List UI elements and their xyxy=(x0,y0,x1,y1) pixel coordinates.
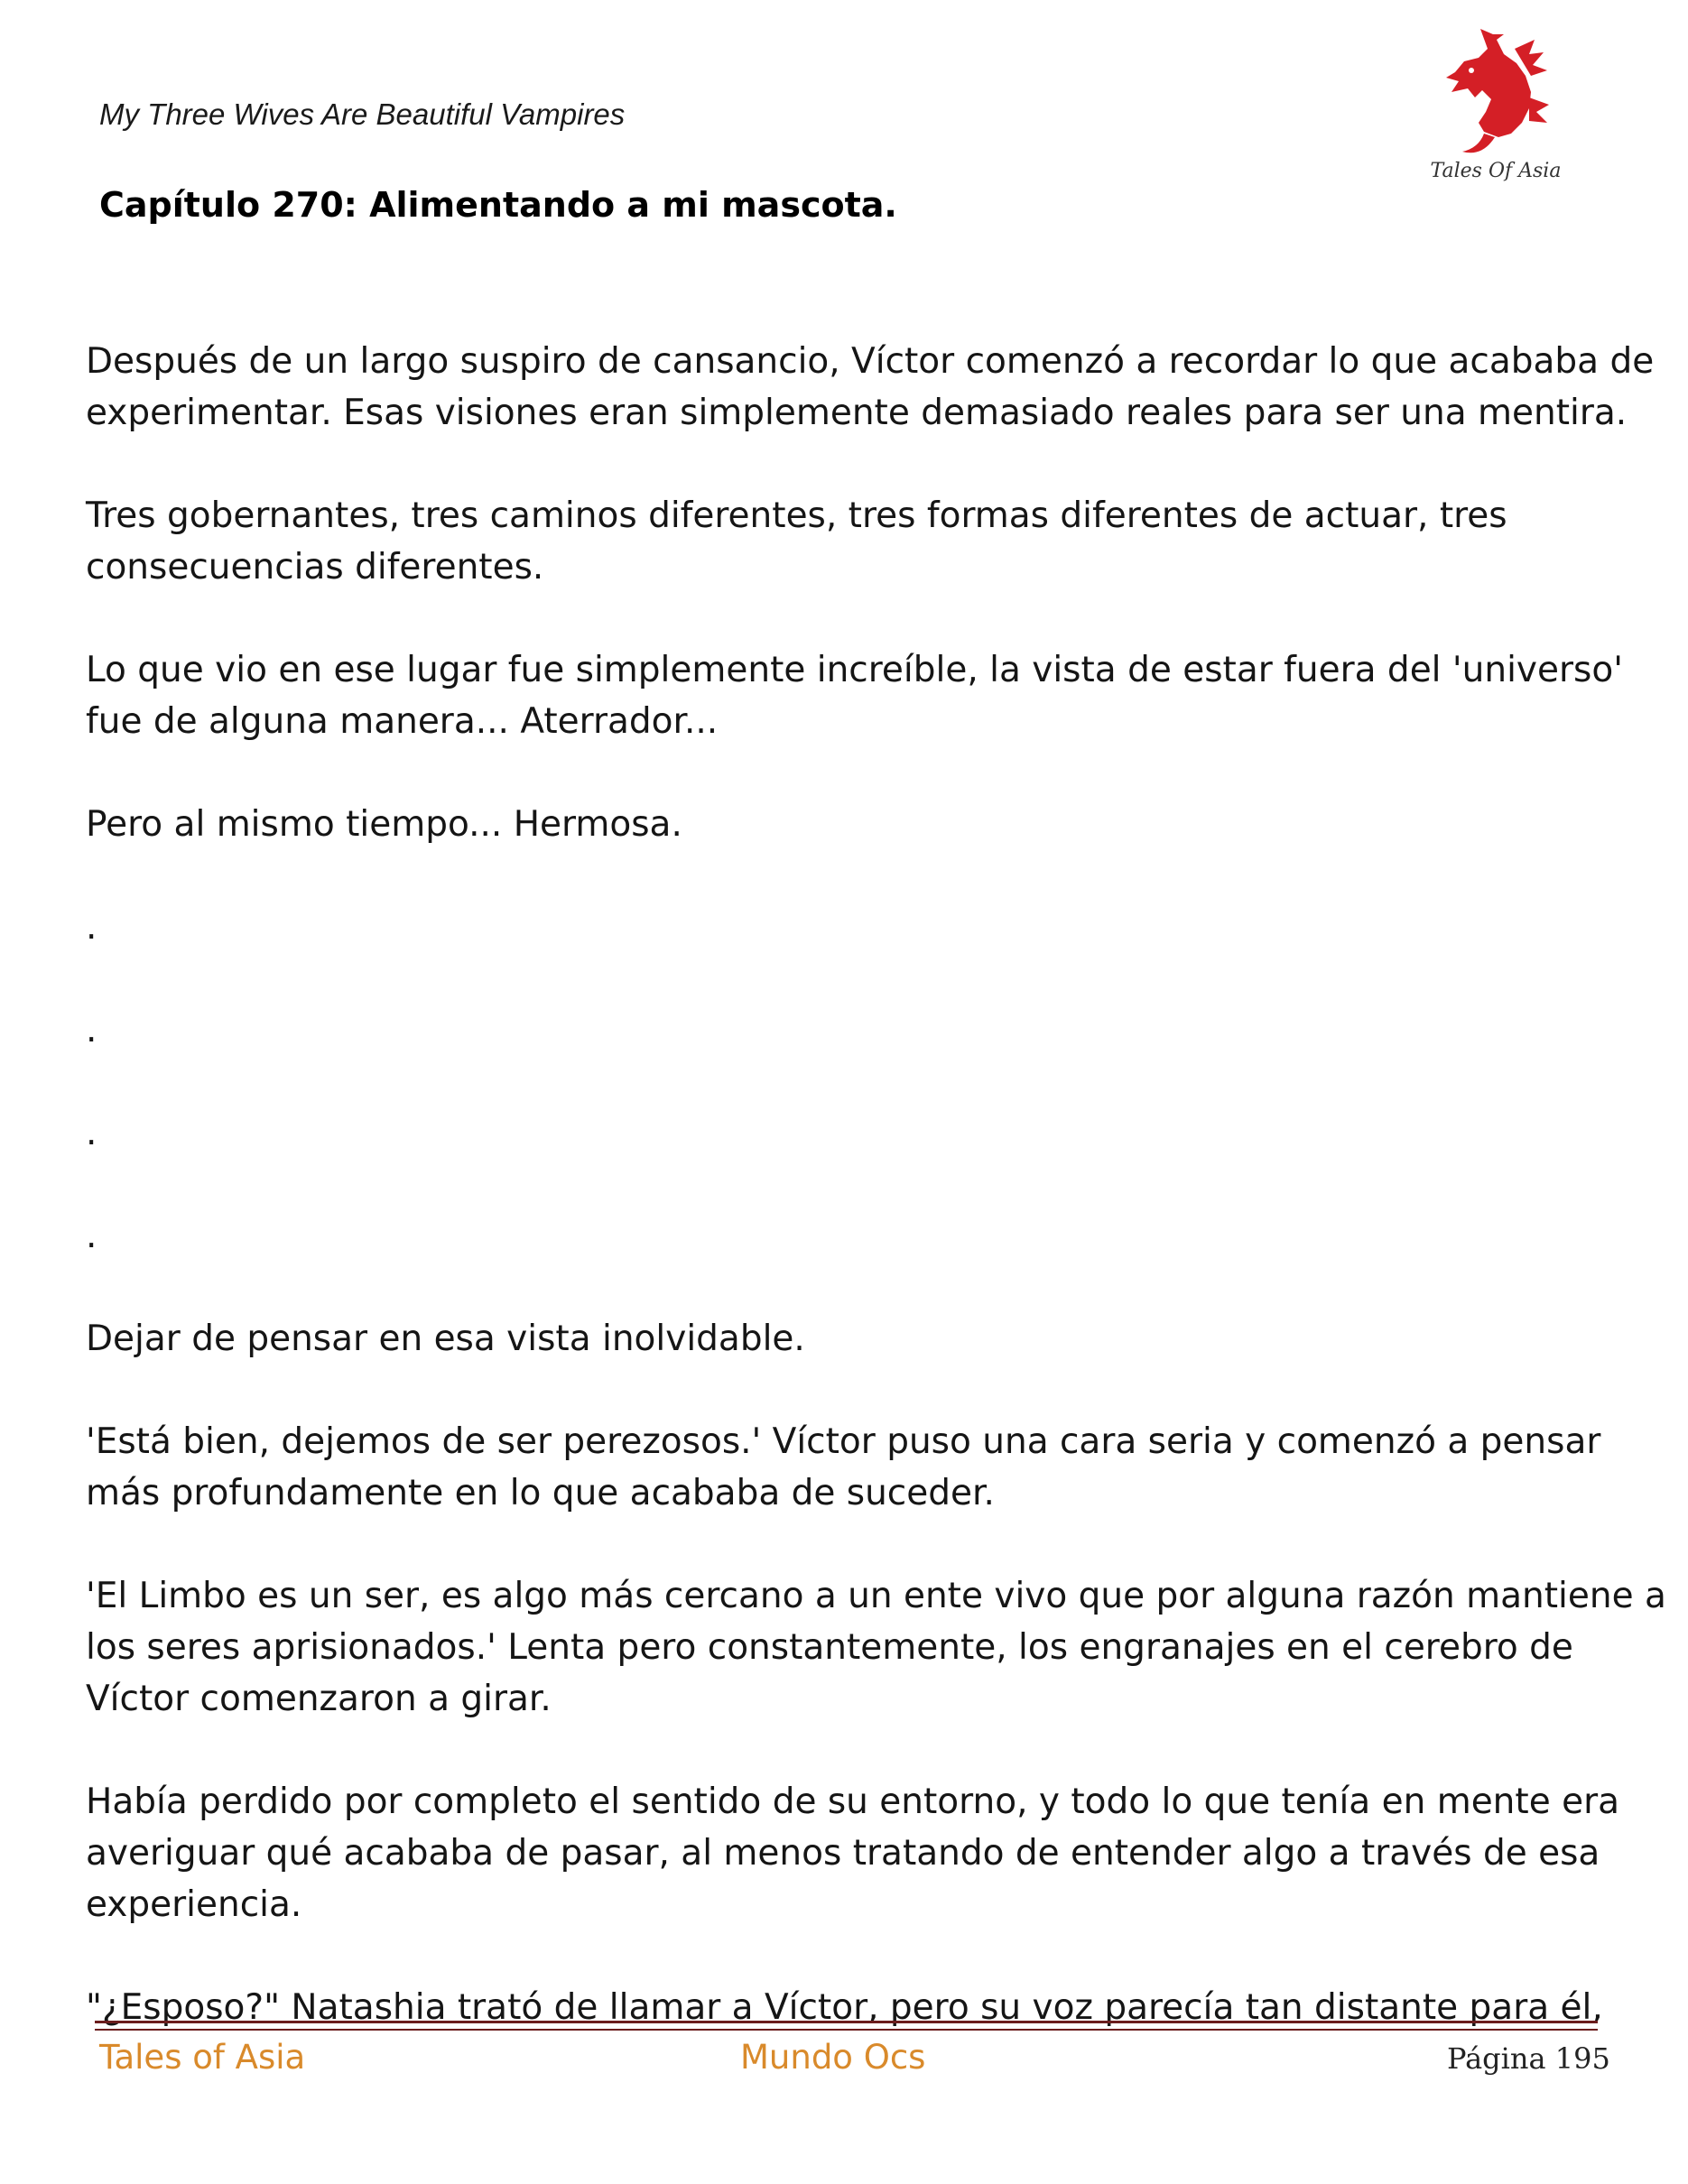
page-number: Página 195 xyxy=(1447,2041,1610,2076)
paragraph-line: averiguar qué acababa de pasar, al menos tratando de entender algo a través de esa xyxy=(86,1833,1600,1874)
red-dragon-icon xyxy=(1428,22,1563,184)
paragraph-line: Había perdido por completo el sentido de su entorno, y todo lo que tenía en mente era xyxy=(86,1781,1620,1822)
tales-of-asia-logo xyxy=(1428,22,1563,184)
paragraph-line: Después de un largo suspiro de cansancio, Víctor comenzó a recordar lo que acababa de xyxy=(86,341,1655,382)
paragraph-line: Lo que vio en ese lugar fue simplemente increíble, la vista de estar fuera del 'universo' xyxy=(86,650,1623,690)
paragraph xyxy=(86,1416,1620,1519)
paragraph xyxy=(86,336,1655,439)
paragraph-line: experiencia. xyxy=(86,1884,302,1925)
paragraph-line: los seres aprisionados.' Lenta pero constantemente, los engranajes en el cerebro de xyxy=(86,1627,1573,1668)
paragraph-line: 'Está bien, dejemos de ser perezosos.' Víctor puso una cara seria y comenzó a pensar xyxy=(86,1421,1601,1462)
paragraph-line: . xyxy=(86,1113,97,1153)
footer-site-name: Tales of Asia xyxy=(99,2038,306,2077)
paragraph xyxy=(86,1776,1620,1930)
paragraph-line: Dejar de pensar en esa vista inolvidable. xyxy=(86,1319,805,1359)
footer-rule xyxy=(95,2021,1598,2031)
paragraph xyxy=(86,1210,1620,1262)
paragraph-line: más profundamente en lo que acababa de suceder. xyxy=(86,1473,995,1513)
paragraph-line: 'El Limbo es un ser, es algo más cercano a un ente vivo que por alguna razón mantiene a xyxy=(86,1576,1666,1616)
paragraph xyxy=(86,902,1620,953)
paragraph-line: fue de alguna manera... Aterrador... xyxy=(86,701,719,742)
paragraph-line: Tres gobernantes, tres caminos diferentes, tres formas diferentes de actuar, tres xyxy=(86,495,1507,536)
footer-section-name: Mundo Ocs xyxy=(740,2038,926,2077)
body-text xyxy=(86,336,1666,2085)
paragraph-line: Pero al mismo tiempo... Hermosa. xyxy=(86,804,682,845)
logo-text: Tales Of Asia xyxy=(1430,160,1562,182)
paragraph xyxy=(86,490,1620,593)
paragraph-line: Víctor comenzaron a girar. xyxy=(86,1679,552,1719)
paragraph-line: . xyxy=(86,1010,97,1050)
paragraph-line: . xyxy=(86,1216,97,1256)
chapter-title: Capítulo 270: Alimentando a mi mascota. xyxy=(99,185,897,225)
paragraph-line: consecuencias diferentes. xyxy=(86,547,544,588)
book-title: My Three Wives Are Beautiful Vampires xyxy=(99,97,626,131)
paragraph xyxy=(86,1004,1620,1056)
paragraph-line: . xyxy=(86,907,97,948)
paragraph xyxy=(86,1570,1666,1725)
paragraph-line: "¿Esposo?" Natashia trató de llamar a Víctor, pero su voz parecía tan distante para él, xyxy=(86,1987,1603,2028)
paragraph xyxy=(86,1313,1620,1365)
paragraph xyxy=(86,644,1623,747)
paragraph xyxy=(86,799,1620,850)
paragraph xyxy=(86,1107,1620,1159)
paragraph-line: experimentar. Esas visiones eran simplemente demasiado reales para ser una mentira. xyxy=(86,393,1628,433)
